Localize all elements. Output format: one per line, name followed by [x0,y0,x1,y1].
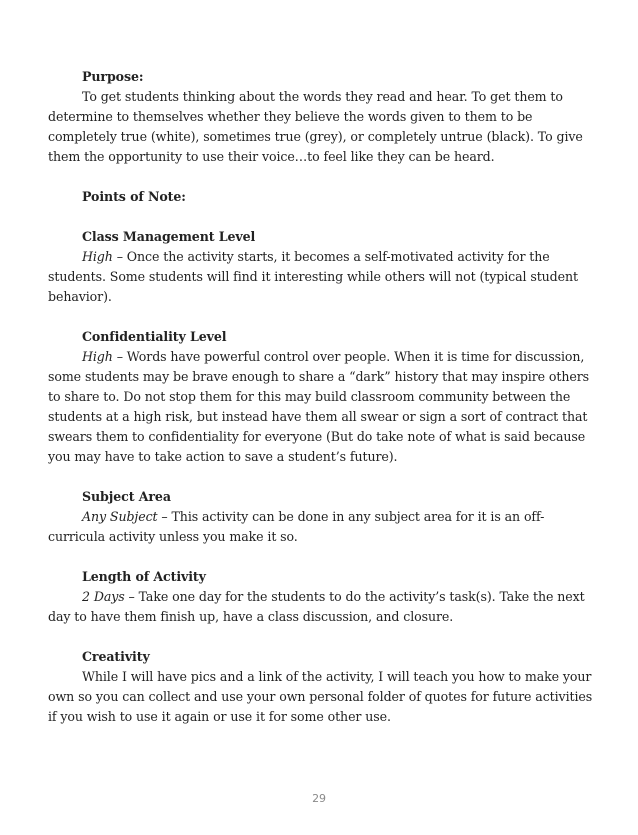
spacer [48,467,595,487]
length-of-activity-heading: Length of Activity [82,569,206,584]
confidentiality-paragraph [48,347,595,467]
page-number: 29 [312,792,326,805]
confidentiality-heading: Confidentiality Level [82,329,227,344]
creativity-heading: Creativity [82,649,150,664]
purpose-heading: Purpose: [82,69,144,84]
subject-area-text: – This activity can be done in any subject area for it is an off-curricula activity unless you make it so. [48,509,545,544]
spacer [48,627,595,647]
length-of-activity-value: 2 Days [82,589,125,604]
page-content [48,67,595,727]
spacer [48,547,595,567]
confidentiality-text: – Words have powerful control over people. When it is time for discussion, some students may be brave enough to share a “dark” history that may inspire others to share to. Do not stop them for this may build classroom community between the students at a high risk, but instead have them all swear or sign a sort of contract that swears them to confidentiality for everyone (But do take note of what is said because you may have to take action to save a student’s future). [48,349,589,464]
creativity-paragraph: While I will have pics and a link of the activity, I will teach you how to make your own so you can collect and use your own personal folder of quotes for future activities if you wish to use it again or use it for some other use. [48,669,593,724]
length-of-activity-text: – Take one day for the students to do the activity’s task(s). Take the next day to have them finish up, have a class discussion, and closure. [48,589,585,624]
confidentiality-level: High [82,349,113,364]
spacer [48,167,595,187]
subject-area-heading: Subject Area [82,489,171,504]
class-management-heading: Class Management Level [82,229,256,244]
spacer [48,207,595,227]
class-management-paragraph [48,247,595,307]
purpose-paragraph: To get students thinking about the words they read and hear. To get them to determine to themselves whether they believe the words given to them to be completely true (white), sometimes true (grey), or completely untrue (black). To give them the opportunity to use their voice…to feel like they can be heard. [48,89,583,164]
class-management-level: High [82,249,113,264]
points-of-note-heading: Points of Note: [82,189,186,204]
subject-area-paragraph [48,507,595,547]
spacer [48,307,595,327]
length-of-activity-paragraph [48,587,595,627]
subject-area-value: Any Subject [82,509,158,524]
class-management-text: – Once the activity starts, it becomes a self-motivated activity for the students. Some students will find it interesting while others will not (typical student behavior). [48,249,578,304]
